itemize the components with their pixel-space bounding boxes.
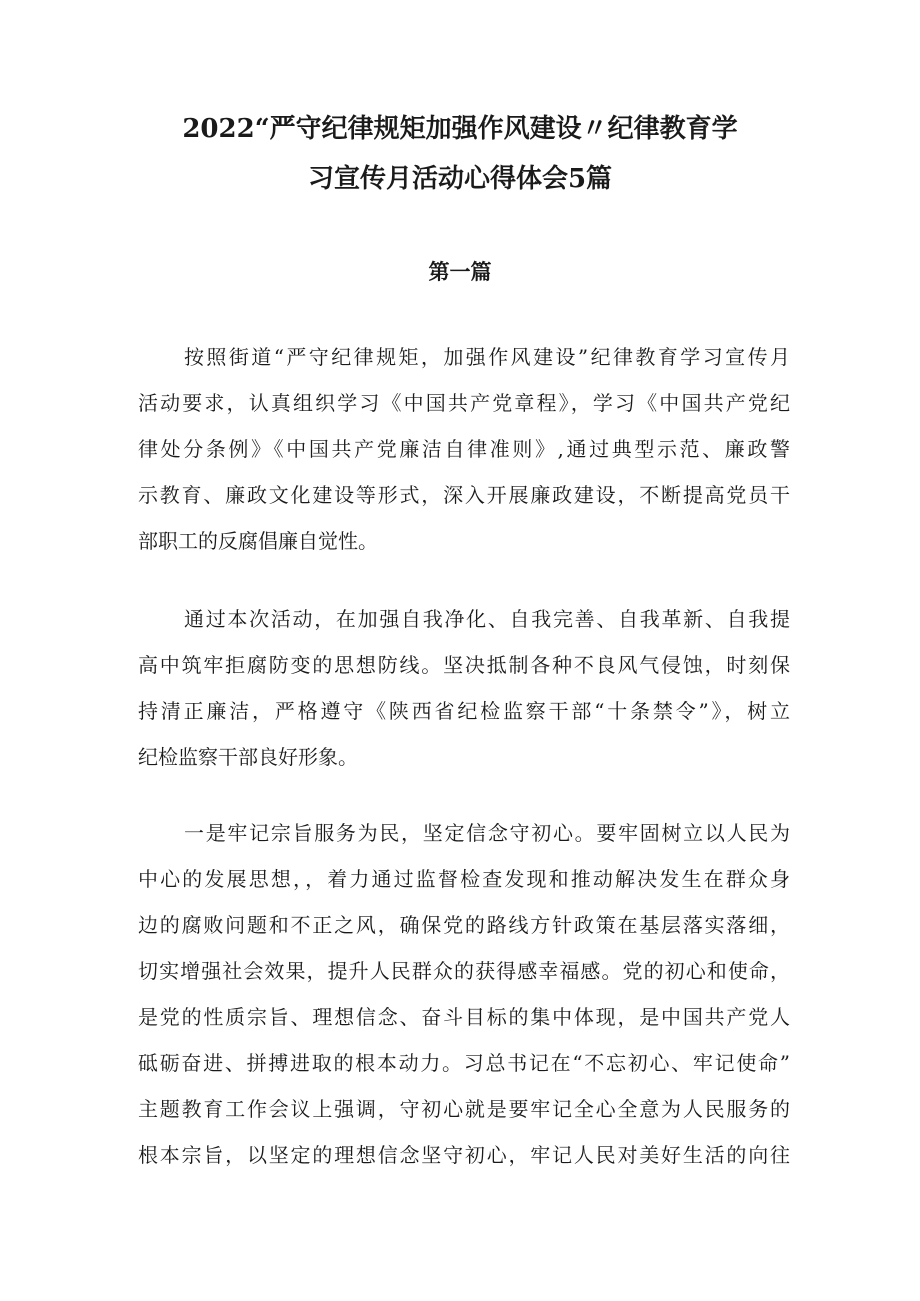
text-line: 是党的性质宗旨、理想信念、奋斗目标的集中体现，是中国共产党人 xyxy=(138,1005,790,1029)
title-line: 习宣传月活动心得体会5篇 xyxy=(307,164,613,194)
text-line: 砥砺奋进、拼搏进取的根本动力。习总书记在“不忘初心、牢记使命” xyxy=(138,1051,790,1075)
section-heading: 第一篇 xyxy=(428,259,492,284)
text-line: 中心的发展思想，，着力通过监督检查发现和推动解决发生在群众身 xyxy=(138,867,790,891)
paragraph-3 xyxy=(138,810,790,1178)
title-line: 2022“严守纪律规矩加强作风建设〃纪律教育学 xyxy=(182,114,738,144)
text-line: 部职工的反腐倡廉自觉性。 xyxy=(138,529,378,553)
text-line: 切实增强社会效果，提升人民群众的获得感幸福感。党的初心和使命， xyxy=(138,959,790,983)
text-line: 纪检监察干部良好形象。 xyxy=(138,745,358,769)
text-line: 律处分条例》《中国共产党廉洁自律准则》,通过典型示范、廉政警 xyxy=(138,437,790,461)
text-line: 高中筑牢拒腐防变的思想防线。坚决抵制各种不良风气侵蚀，时刻保 xyxy=(138,653,790,677)
text-line: 根本宗旨，以坚定的理想信念坚守初心，牢记人民对美好生活的向往 xyxy=(138,1143,790,1167)
text-line: 示教育、廉政文化建设等形式，深入开展廉政建设，不断提高党员干 xyxy=(138,483,790,507)
paragraph-2 xyxy=(138,596,790,780)
document-title xyxy=(130,104,790,204)
paragraph-1 xyxy=(138,334,790,564)
text-line: 一是牢记宗旨服务为民，坚定信念守初心。要牢固树立以人民为 xyxy=(184,821,790,845)
text-line: 通过本次活动，在加强自我净化、自我完善、自我革新、自我提 xyxy=(184,607,790,631)
text-line: 活动要求，认真组织学习《中国共产党章程》，学习《中国共产党纪 xyxy=(138,391,790,415)
text-line: 边的腐败问题和不正之风，确保党的路线方针政策在基层落实落细， xyxy=(138,913,790,937)
text-line: 持清正廉洁，严格遵守《陕西省纪检监察干部“十条禁令”》，树立 xyxy=(138,699,790,723)
text-line: 主题教育工作会议上强调，守初心就是要牢记全心全意为人民服务的 xyxy=(138,1097,790,1121)
text-line: 按照街道“严守纪律规矩，加强作风建设”纪律教育学习宣传月 xyxy=(184,345,790,369)
